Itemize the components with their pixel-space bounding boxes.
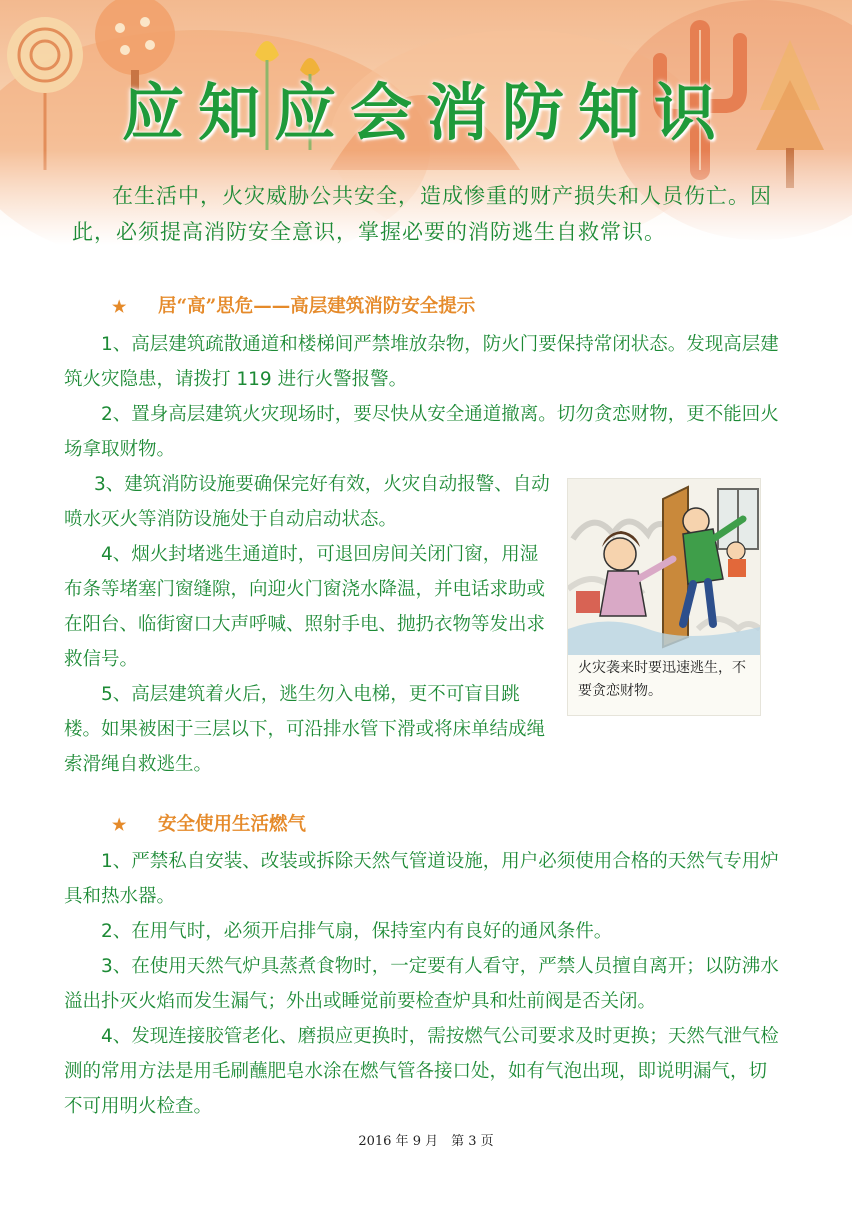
page-title: 应知应会消防知识 xyxy=(121,76,730,149)
section-heading-highrise xyxy=(112,292,475,318)
page-footer: 2016 年 9 月 第 3 页 xyxy=(358,1134,494,1149)
list-item: 1、高层建筑疏散通道和楼梯间严禁堆放杂物，防火门要保持常闭状态。发现高层建筑火灾隐患，请拨打 119 进行火警报警。 xyxy=(64,334,779,390)
section-heading-gas xyxy=(112,810,306,836)
star-icon: ★ xyxy=(112,815,127,834)
list-item: 4、烟火封堵逃生通道时，可退回房间关闭门窗，用湿布条等堵塞门窗缝隙，向迎火门窗浇水降温，并电话求助或在阳台、临街窗口大声呼喊、照射手电、抛扔衣物等发出求救信号。 xyxy=(64,544,546,670)
section-heading-text: 安全使用生活燃气 xyxy=(158,814,307,835)
list-item: 2、置身高层建筑火灾现场时，要尽快从安全通道撤离。切勿贪恋财物，更不能回火场拿取财物。 xyxy=(64,404,779,460)
list-item: 3、建筑消防设施要确保完好有效，火灾自动报警、自动喷水灭火等消防设施处于自动启动状态。 xyxy=(64,474,550,530)
star-icon: ★ xyxy=(112,297,127,316)
escape-scene-image xyxy=(568,479,760,655)
fire-escape-illustration xyxy=(567,478,761,716)
intro-paragraph: 在生活中，火灾威胁公共安全，造成惨重的财产损失和人员伤亡。因此，必须提高消防安全意识，掌握必要的消防逃生自救常识。 xyxy=(72,184,772,244)
list-item: 3、在使用天然气炉具蒸煮食物时，一定要有人看守，严禁人员擅自离开；以防沸水溢出扑灭火焰而发生漏气；外出或睡觉前要检查炉具和灶前阀是否关闭。 xyxy=(64,956,779,1012)
section-heading-text: 居“高”思危——高层建筑消防安全提示 xyxy=(158,296,476,317)
list-item: 5、高层建筑着火后，逃生勿入电梯，更不可盲目跳楼。如果被困于三层以下，可沿排水管下滑或将床单结成绳索滑绳自救逃生。 xyxy=(64,684,546,775)
illustration-caption: 火灾袭来时要迅速逃生，不要贪恋财物。 xyxy=(578,660,746,699)
list-item: 2、在用气时，必须开启排气扇，保持室内有良好的通风条件。 xyxy=(101,921,613,942)
list-item: 1、严禁私自安装、改装或拆除天然气管道设施，用户必须使用合格的天然气专用炉具和热水器。 xyxy=(64,851,779,907)
list-item: 4、发现连接胶管老化、磨损应更换时，需按燃气公司要求及时更换；天然气泄气检测的常用方法是用毛刷蘸肥皂水涂在燃气管各接口处，如有气泡出现，即说明漏气，切不可用明火检查。 xyxy=(64,1026,779,1117)
